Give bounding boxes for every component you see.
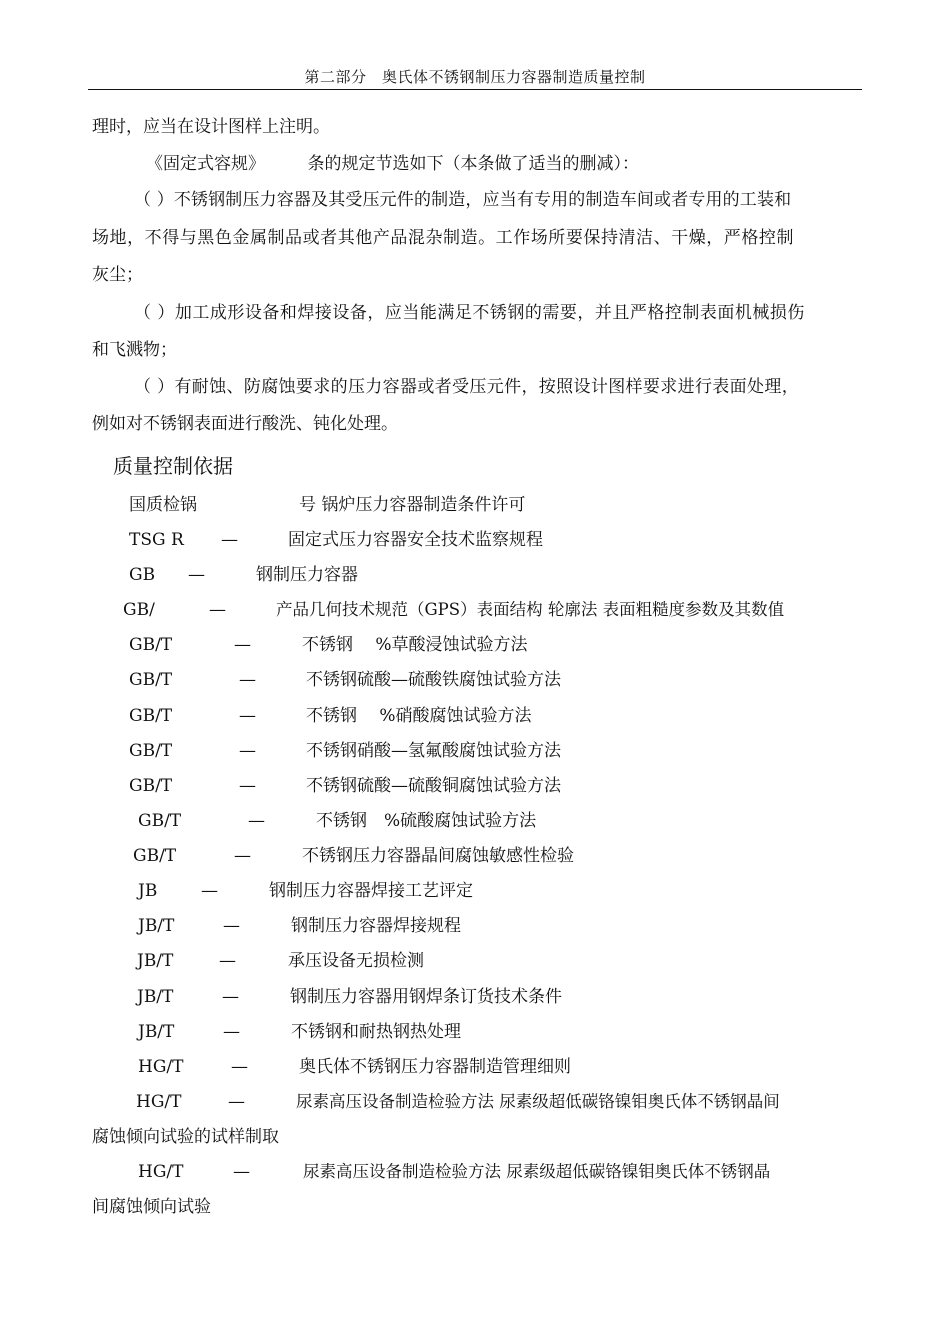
standard-dash: — (239, 670, 256, 690)
standard-row (0, 740, 950, 762)
standard-dash: — (201, 881, 218, 901)
body-line: 灰尘； (92, 265, 143, 285)
standard-row (0, 810, 950, 832)
standard-row (0, 775, 950, 797)
standard-code: JB/T (137, 951, 174, 971)
standard-title: 奥氏体不锈钢压力容器制造管理细则 (299, 1057, 571, 1077)
standard-dash: — (248, 811, 265, 831)
standard-code: GB/T (129, 670, 173, 690)
standard-title: 不锈钢 %硫酸腐蚀试验方法 (316, 811, 537, 831)
standard-code: HG/T (138, 1162, 184, 1182)
standard-row-continued (0, 1126, 950, 1148)
standard-code: TSG R (129, 530, 184, 550)
standard-title: 尿素高压设备制造检验方法 尿素级超低碳铬镍钼奥氏体不锈钢晶间 (296, 1092, 780, 1111)
standard-code: GB (129, 565, 156, 585)
body-line: 理时，应当在设计图样上注明。 (92, 117, 330, 137)
standard-code: JB/T (138, 916, 175, 936)
standard-title: 不锈钢压力容器晶间腐蚀敏感性检验 (302, 846, 574, 866)
standard-title: 钢制压力容器用钢焊条订货技术条件 (290, 987, 562, 1007)
standard-dash: — (239, 706, 256, 726)
standard-dash: — (188, 565, 205, 585)
standard-title: 尿素高压设备制造检验方法 尿素级超低碳铬镍钼奥氏体不锈钢晶 (303, 1162, 771, 1181)
standard-title: 不锈钢和耐热钢热处理 (291, 1022, 461, 1042)
body-line: （ ）加工成形设备和焊接设备，应当能满足不锈钢的需要，并且严格控制表面机械损伤 (134, 303, 805, 323)
body-line: （ ）不锈钢制压力容器及其受压元件的制造，应当有专用的制造车间或者专用的工装和 (134, 190, 792, 210)
body-line: 《固定式容规》 条的规定节选如下（本条做了适当的删减）： (146, 154, 639, 174)
standard-code: JB/T (137, 987, 174, 1007)
standard-row (0, 669, 950, 691)
body-line: （ ）有耐蚀、防腐蚀要求的压力容器或者受压元件，按照设计图样要求进行表面处理， (134, 377, 800, 397)
standard-row (0, 1161, 950, 1183)
standard-dash: — (234, 846, 251, 866)
standard-dash: — (231, 1057, 248, 1077)
standard-title: 钢制压力容器 (256, 565, 358, 585)
standard-row (0, 634, 950, 656)
standard-dash: — (223, 916, 240, 936)
standard-dash: — (234, 635, 251, 655)
standard-title: 钢制压力容器焊接规程 (291, 916, 461, 936)
section-heading: 质量控制依据 (113, 454, 233, 478)
standard-row (0, 915, 950, 937)
standard-title: 不锈钢硝酸—氢氟酸腐蚀试验方法 (306, 741, 561, 761)
standard-row (0, 599, 950, 621)
standard-dash: — (209, 600, 226, 620)
body-line: 例如对不锈钢表面进行酸洗、钝化处理。 (92, 414, 398, 434)
page-header: 第二部分 奥氏体不锈钢制压力容器制造质量控制 (304, 68, 646, 86)
standard-row (0, 1091, 950, 1113)
standard-title: 腐蚀倾向试验的试样制取 (92, 1127, 279, 1147)
standard-title: 间腐蚀倾向试验 (92, 1197, 211, 1217)
standard-title: 钢制压力容器焊接工艺评定 (269, 881, 473, 901)
standard-dash: — (221, 530, 238, 550)
standard-code: 国质检锅 (129, 495, 197, 515)
standard-dash: — (219, 951, 236, 971)
standard-code: HG/T (136, 1092, 182, 1112)
standard-row (0, 494, 950, 516)
standard-code: GB/T (138, 811, 182, 831)
standard-title: 产品几何技术规范（GPS）表面结构 轮廓法 表面粗糙度参数及其数值 (276, 600, 785, 619)
standard-title: 承压设备无损检测 (288, 951, 424, 971)
standard-title: 不锈钢硫酸—硫酸铁腐蚀试验方法 (306, 670, 561, 690)
standard-code: GB/T (129, 635, 173, 655)
header-divider (88, 89, 862, 90)
standard-row (0, 950, 950, 972)
standard-row-continued (0, 1196, 950, 1218)
standard-code: GB/T (133, 846, 177, 866)
standard-row (0, 845, 950, 867)
standard-dash: — (239, 776, 256, 796)
standard-row (0, 986, 950, 1008)
standard-dash: — (228, 1092, 245, 1112)
standard-dash: — (223, 1022, 240, 1042)
standard-row (0, 564, 950, 586)
standard-dash: — (222, 987, 239, 1007)
standard-title: 固定式压力容器安全技术监察规程 (288, 530, 543, 550)
standard-code: GB/T (129, 776, 173, 796)
standard-row (0, 1021, 950, 1043)
standard-row (0, 529, 950, 551)
body-line: 场地，不得与黑色金属制品或者其他产品混杂制造。工作场所要保持清洁、干燥，严格控制 (92, 228, 794, 248)
standard-code: GB/T (129, 741, 173, 761)
standard-title: 不锈钢 %草酸浸蚀试验方法 (302, 635, 528, 655)
standard-row (0, 1056, 950, 1078)
standard-row (0, 705, 950, 727)
standard-dash: — (239, 741, 256, 761)
standard-row (0, 880, 950, 902)
standard-code: JB (138, 881, 158, 901)
standard-code: GB/ (123, 600, 155, 620)
body-line: 和飞溅物； (92, 340, 177, 360)
standard-code: HG/T (138, 1057, 184, 1077)
standard-code: GB/T (129, 706, 173, 726)
standard-title: 不锈钢 %硝酸腐蚀试验方法 (306, 706, 532, 726)
standard-code: JB/T (138, 1022, 175, 1042)
standard-title: 不锈钢硫酸—硫酸铜腐蚀试验方法 (306, 776, 561, 796)
standard-dash: — (233, 1162, 250, 1182)
standard-title: 号 锅炉压力容器制造条件许可 (299, 495, 526, 515)
